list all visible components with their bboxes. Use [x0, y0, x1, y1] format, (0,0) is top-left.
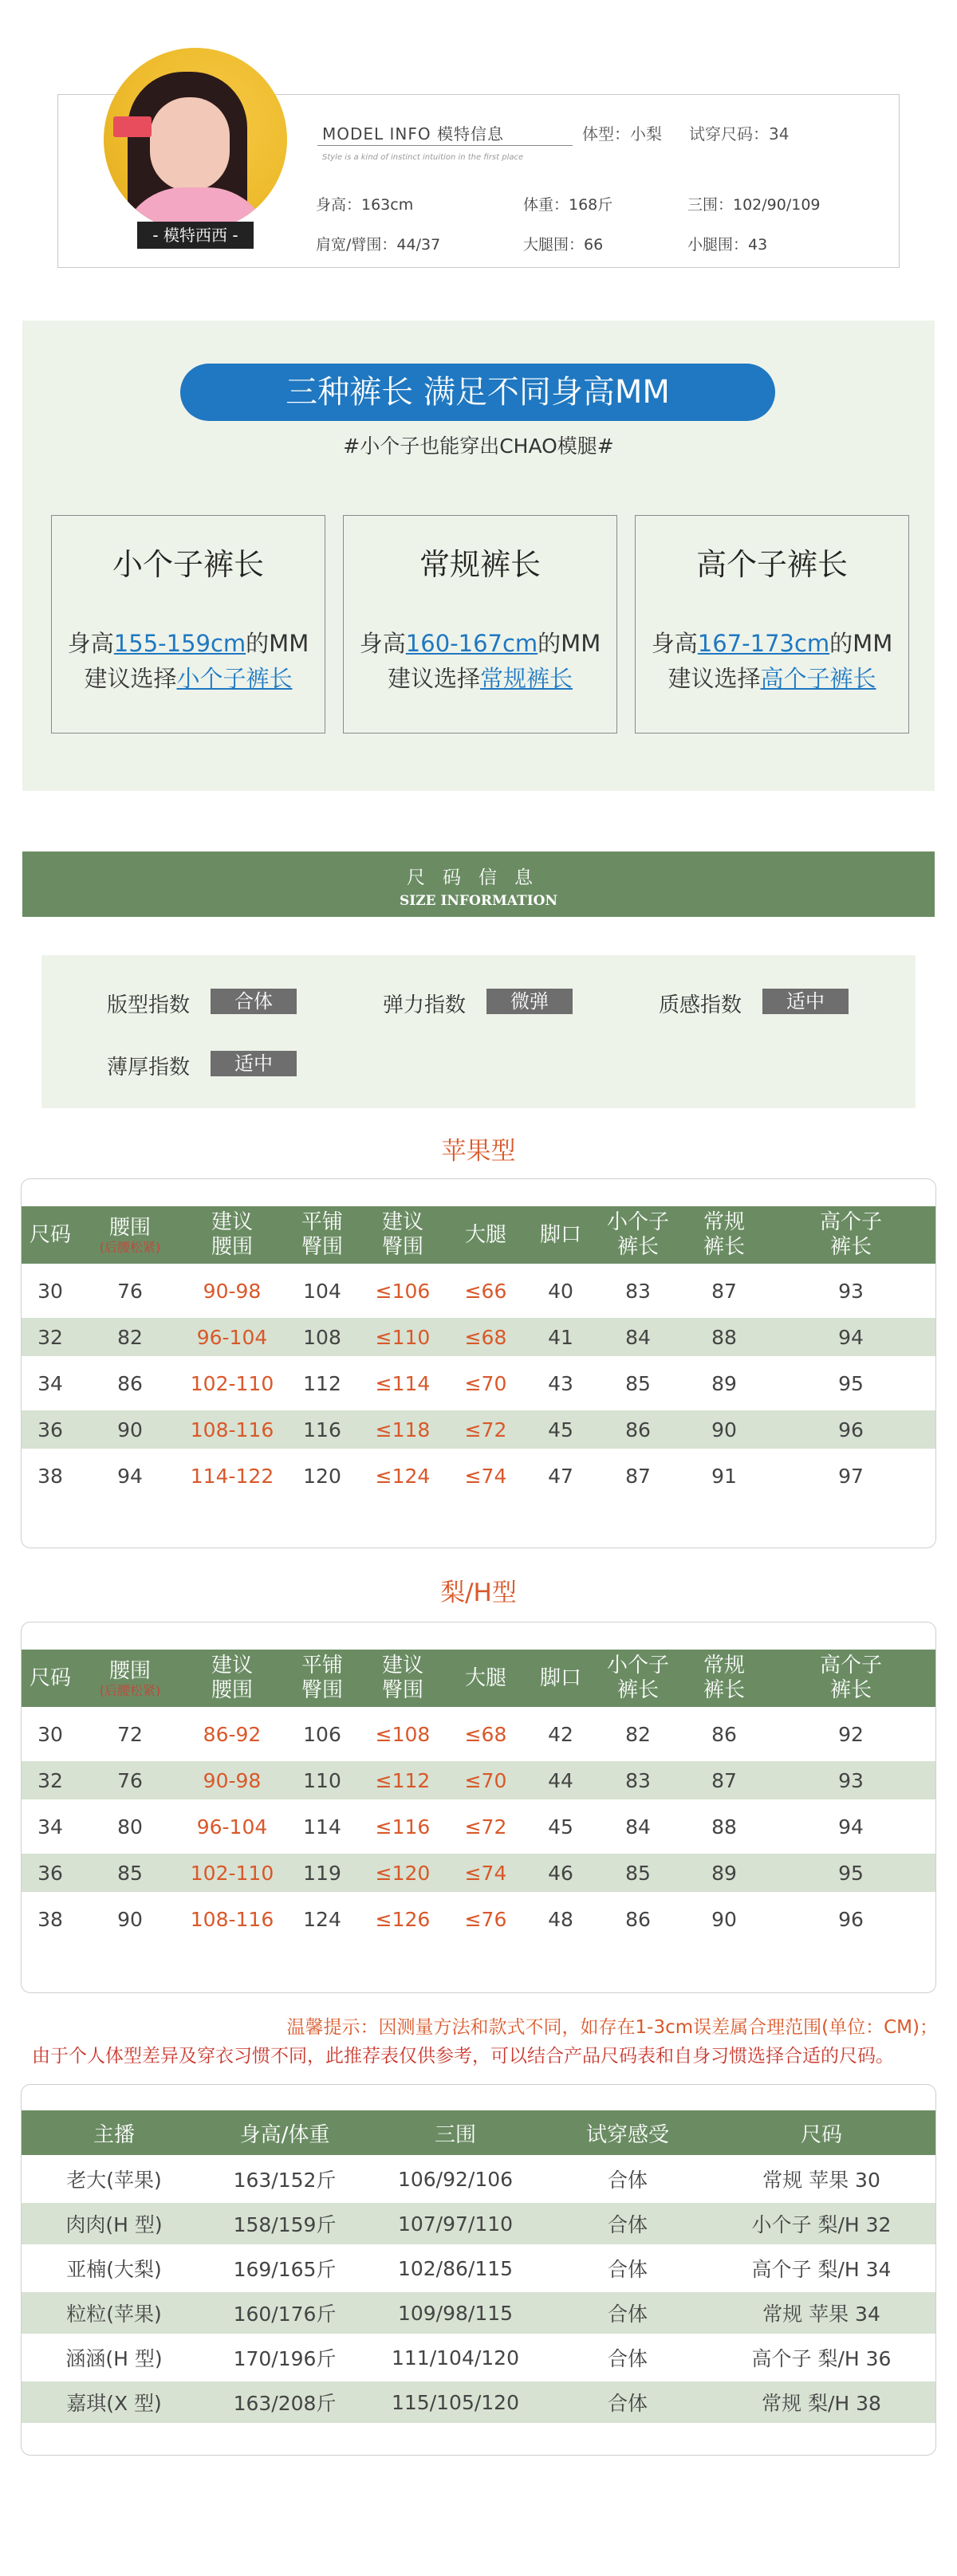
length-headline: 三种裤长 满足不同身高MM [180, 364, 775, 421]
table-cell: 158/159斤 [207, 2203, 363, 2244]
table-cell: 合体 [607, 2347, 648, 2370]
table-row [22, 2381, 935, 2423]
height-range: 167-173cm [697, 630, 830, 657]
col-tall-length: 高个子 裤长 [766, 1206, 935, 1264]
table-cell: 108 [283, 1318, 361, 1356]
table-cell: 常规 苹果 34 [707, 2292, 935, 2334]
recommendation-disclaimer: 由于个人体型差异及穿衣习惯不同，此推荐表仅供参考，可以结合产品尺码表和自身习惯选择合适的尺码。 [32, 2046, 894, 2067]
table-cell: 30 [37, 1279, 63, 1303]
length-box-petite: 小个子裤长 身高155-159cm的MM 建议选择小个子裤长 [51, 515, 325, 733]
table-cell: 106/92/106 [397, 2167, 514, 2191]
table-row [22, 2334, 935, 2381]
table-cell: 96-104 [181, 1318, 283, 1356]
table-cell: 亚楠(大梨) [66, 2258, 162, 2281]
col-thigh: 大腿 [444, 1650, 527, 1707]
table-cell: 87 [711, 1279, 737, 1303]
table-cell: 89 [682, 1854, 766, 1892]
table-cell: ≤124 [375, 1464, 431, 1488]
fabric-index-panel [41, 955, 916, 1108]
table-cell: 96 [838, 1907, 864, 1931]
table-row [22, 1799, 935, 1854]
model-info-title: MODEL INFO 模特信息 [322, 124, 504, 144]
table-cell: 90-98 [181, 1761, 283, 1799]
col-petite-length: 小个子 裤长 [594, 1650, 682, 1707]
length-box-regular: 常规裤长 身高160-167cm的MM 建议选择常规裤长 [343, 515, 617, 733]
table-header-row [22, 2110, 935, 2155]
table-cell: 高个子 梨/H 34 [751, 2258, 892, 2281]
table-cell: ≤68 [444, 1318, 527, 1356]
table-cell: 32 [22, 1761, 79, 1799]
table-cell: 45 [527, 1410, 594, 1449]
fit-index-label: 版型指数 [107, 993, 191, 1017]
table-cell: 合体 [607, 2169, 648, 2192]
table-cell: ≤76 [464, 1907, 507, 1931]
tryon-table [22, 2110, 935, 2423]
table-row [22, 2203, 935, 2244]
table-cell: 83 [625, 1279, 651, 1303]
model-thigh: 大腿围：66 [523, 236, 604, 254]
size-info-banner [22, 851, 935, 917]
model-info-divider [317, 145, 573, 146]
col-tall-length: 高个子 裤长 [766, 1650, 935, 1707]
table-cell: 40 [548, 1279, 573, 1303]
table-cell: ≤118 [361, 1410, 444, 1449]
table-cell: 94 [766, 1318, 935, 1356]
table-cell: 94 [838, 1815, 864, 1839]
model-name-tag: - 模特西西 - [137, 222, 254, 249]
table-cell: 104 [303, 1279, 341, 1303]
texture-index-label: 质感指数 [659, 993, 742, 1017]
table-cell: 34 [37, 1371, 63, 1395]
length-box-title: 小个子裤长 [112, 547, 264, 582]
col-waist: 腰围 (后腰松紧) [79, 1206, 181, 1264]
table-cell: 合体 [548, 2381, 707, 2423]
table-cell: 90-98 [203, 1279, 262, 1303]
table-row [22, 1892, 935, 1946]
table-cell: 合体 [607, 2258, 648, 2281]
table-cell: 90 [117, 1907, 143, 1931]
apple-size-table [21, 1178, 936, 1548]
col-suggested-waist: 建议 腰围 [181, 1206, 283, 1264]
col-flat-hip: 平铺 臀围 [283, 1206, 361, 1264]
suggested-length-link[interactable]: 小个子裤长 [176, 665, 293, 692]
col-measurements: 三围 [363, 2110, 548, 2155]
length-box-title: 高个子裤长 [695, 547, 848, 582]
col-regular-length: 常规 裤长 [682, 1206, 766, 1264]
table-cell: 41 [527, 1318, 594, 1356]
height-range: 155-159cm [113, 630, 246, 657]
fit-index-badge: 合体 [211, 989, 297, 1014]
model-calf: 小腿围：43 [687, 236, 768, 254]
length-box-title: 常规裤长 [419, 547, 541, 582]
table-cell: 36 [22, 1410, 79, 1449]
table-cell: 163/152斤 [233, 2169, 337, 2192]
table-row [22, 1854, 935, 1892]
table-cell: 116 [283, 1410, 361, 1449]
col-anchor: 主播 [22, 2110, 207, 2155]
table-cell: ≤108 [375, 1722, 431, 1746]
avatar-face [150, 97, 230, 191]
model-trial-size: 试穿尺码：34 [689, 124, 790, 144]
table-cell: 38 [37, 1464, 63, 1488]
model-avatar [104, 48, 287, 231]
table-cell: 85 [625, 1371, 651, 1395]
table-cell: 32 [22, 1318, 79, 1356]
thickness-index-label: 薄厚指数 [107, 1056, 191, 1080]
table-cell: 111/104/120 [392, 2346, 519, 2370]
table-cell: ≤68 [464, 1722, 507, 1746]
table-cell: 119 [283, 1854, 361, 1892]
table-cell: 48 [548, 1907, 573, 1931]
table-cell: 72 [117, 1722, 143, 1746]
table-cell: 106 [303, 1722, 341, 1746]
table-cell: 45 [548, 1815, 573, 1839]
size-table [22, 1650, 935, 1946]
table-cell: 36 [22, 1854, 79, 1892]
table-cell: ≤72 [444, 1410, 527, 1449]
table-row [22, 1707, 935, 1761]
table-row [22, 1318, 935, 1356]
table-cell: 86 [625, 1907, 651, 1931]
table-cell: 92 [838, 1722, 864, 1746]
table-cell: 老大(苹果) [66, 2169, 162, 2192]
table-row [22, 1761, 935, 1799]
table-cell: 84 [625, 1815, 651, 1839]
col-petite-length: 小个子 裤长 [594, 1206, 682, 1264]
stretch-index-label: 弹力指数 [383, 993, 467, 1017]
table-row [22, 1264, 935, 1318]
table-cell: 76 [117, 1279, 143, 1303]
table-cell: ≤74 [444, 1854, 527, 1892]
col-suggested-hip: 建议 臀围 [361, 1650, 444, 1707]
table-cell: 46 [527, 1854, 594, 1892]
table-row [22, 1410, 935, 1449]
table-cell: 102-110 [181, 1854, 283, 1892]
table-cell: 76 [79, 1761, 181, 1799]
model-info-tagline: Style is a kind of instinct intuition in the first place [322, 153, 524, 162]
table-cell: 90 [682, 1410, 766, 1449]
table-cell: 124 [303, 1907, 341, 1931]
col-hem: 脚口 [527, 1206, 594, 1264]
size-table [22, 1206, 935, 1503]
col-height-weight: 身高/体重 [207, 2110, 363, 2155]
table-cell: 嘉琪(X 型) [22, 2381, 207, 2423]
table-cell: 95 [838, 1371, 864, 1395]
table-cell: 102-110 [190, 1371, 274, 1395]
table-cell: ≤114 [375, 1371, 431, 1395]
col-suggested-hip: 建议 臀围 [361, 1206, 444, 1264]
avatar-sign [113, 116, 152, 137]
table-cell: 常规 苹果 30 [762, 2169, 880, 2192]
table-cell: 小个子 梨/H 32 [707, 2203, 935, 2244]
table-cell: 170/196斤 [233, 2347, 337, 2370]
table-cell: 160/176斤 [207, 2292, 363, 2334]
table-cell: 88 [682, 1318, 766, 1356]
table-header-row [22, 1650, 935, 1707]
table-cell: 163/208斤 [207, 2381, 363, 2423]
col-suggested-waist: 建议 腰围 [181, 1650, 283, 1707]
model-body-type: 体型：小梨 [582, 124, 662, 144]
measurement-tip: 温馨提示：因测量方法和款式不同，如存在1-3cm误差属合理范围(单位：CM)； [286, 2017, 938, 2038]
model-weight: 体重：168斤 [523, 196, 613, 214]
col-waist-note: (后腰松紧) [99, 1682, 161, 1698]
col-size: 尺码 [22, 1206, 79, 1264]
table-cell: 87 [682, 1761, 766, 1799]
table-cell: ≤120 [361, 1854, 444, 1892]
table-cell: ≤70 [464, 1371, 507, 1395]
table-cell: 97 [838, 1464, 864, 1488]
table-cell: 42 [548, 1722, 573, 1746]
size-info-subtitle: SIZE INFORMATION [399, 893, 558, 909]
anchor-tryon-table [21, 2084, 936, 2456]
pear-table-title: 梨/H型 [440, 1579, 517, 1607]
texture-index-badge: 适中 [762, 989, 849, 1014]
table-cell: 34 [37, 1815, 63, 1839]
table-cell: ≤66 [464, 1279, 507, 1303]
table-cell: 88 [711, 1815, 737, 1839]
table-cell: 107/97/110 [363, 2203, 548, 2244]
model-measurements: 三围：102/90/109 [687, 196, 821, 214]
suggested-length-link[interactable]: 常规裤长 [480, 665, 573, 692]
table-cell: 169/165斤 [233, 2258, 337, 2281]
table-cell: 96 [766, 1410, 935, 1449]
table-cell: ≤72 [464, 1815, 507, 1839]
table-cell: 90 [79, 1410, 181, 1449]
table-cell: ≤106 [375, 1279, 431, 1303]
table-cell: 86 [594, 1410, 682, 1449]
table-cell: 38 [37, 1907, 63, 1931]
table-cell: 粒粒(苹果) [22, 2292, 207, 2334]
table-cell: ≤110 [361, 1318, 444, 1356]
table-cell: 常规 梨/H 38 [707, 2381, 935, 2423]
suggested-length-link[interactable]: 高个子裤长 [760, 665, 876, 692]
table-cell: 82 [79, 1318, 181, 1356]
pear-size-table [21, 1622, 936, 1993]
table-cell: 93 [838, 1279, 864, 1303]
size-info-title: 尺码信息 [407, 867, 550, 888]
table-row [22, 1356, 935, 1410]
table-cell: ≤112 [361, 1761, 444, 1799]
table-cell: 合体 [548, 2203, 707, 2244]
table-cell: 96-104 [196, 1815, 268, 1839]
table-cell: 86-92 [203, 1722, 262, 1746]
table-cell: 91 [711, 1464, 737, 1488]
table-cell: 94 [117, 1464, 143, 1488]
table-cell: 85 [79, 1854, 181, 1892]
col-waist-note: (后腰松紧) [99, 1239, 161, 1255]
table-cell: 高个子 梨/H 36 [751, 2347, 892, 2370]
model-shoulder-arm: 肩宽/臂围：44/37 [316, 236, 441, 254]
table-cell: 合体 [548, 2292, 707, 2334]
stretch-index-badge: 微弹 [486, 989, 573, 1014]
table-cell: 30 [37, 1722, 63, 1746]
table-cell: 102/86/115 [397, 2256, 514, 2280]
table-cell: 120 [303, 1464, 341, 1488]
table-cell: 108-116 [181, 1410, 283, 1449]
col-regular-length: 常规 裤长 [682, 1650, 766, 1707]
table-row [22, 2244, 935, 2292]
col-thigh: 大腿 [444, 1206, 527, 1264]
table-cell: 114-122 [190, 1464, 274, 1488]
height-range: 160-167cm [405, 630, 538, 657]
table-cell: 肉肉(H 型) [22, 2203, 207, 2244]
length-box-tall: 高个子裤长 身高167-173cm的MM 建议选择高个子裤长 [635, 515, 909, 733]
col-flat-hip: 平铺 臀围 [283, 1650, 361, 1707]
table-cell: 82 [625, 1722, 651, 1746]
apple-table-title: 苹果型 [441, 1137, 516, 1166]
table-row [22, 2155, 935, 2203]
table-cell: 90 [711, 1907, 737, 1931]
table-cell: 95 [766, 1854, 935, 1892]
col-size: 尺码 [22, 1650, 79, 1707]
table-cell: 86 [117, 1371, 143, 1395]
table-cell: 115/105/120 [363, 2381, 548, 2423]
table-cell: 47 [548, 1464, 573, 1488]
col-size: 尺码 [707, 2110, 935, 2155]
table-cell: ≤70 [444, 1761, 527, 1799]
table-cell: 114 [303, 1815, 341, 1839]
table-cell: 87 [625, 1464, 651, 1488]
table-header-row [22, 1206, 935, 1264]
col-waist: 腰围 (后腰松紧) [79, 1650, 181, 1707]
col-fit-feeling: 试穿感受 [548, 2110, 707, 2155]
model-height: 身高：163cm [316, 196, 414, 214]
table-cell: 110 [283, 1761, 361, 1799]
table-cell: ≤74 [464, 1464, 507, 1488]
table-cell: 涵涵(H 型) [65, 2347, 163, 2370]
table-row [22, 1449, 935, 1503]
table-cell: ≤116 [375, 1815, 431, 1839]
table-cell: 86 [711, 1722, 737, 1746]
table-cell: 85 [594, 1854, 682, 1892]
length-hashtag: #小个子也能穿出CHAO模腿# [343, 435, 614, 458]
col-hem: 脚口 [527, 1650, 594, 1707]
table-cell: 89 [711, 1371, 737, 1395]
thickness-index-badge: 适中 [211, 1051, 297, 1076]
table-cell: ≤126 [375, 1907, 431, 1931]
table-row [22, 2292, 935, 2334]
table-cell: 44 [527, 1761, 594, 1799]
table-cell: 80 [117, 1815, 143, 1839]
table-cell: 43 [548, 1371, 573, 1395]
table-cell: 108-116 [190, 1907, 274, 1931]
table-cell: 112 [303, 1371, 341, 1395]
table-cell: 109/98/115 [363, 2292, 548, 2334]
table-cell: 83 [594, 1761, 682, 1799]
table-cell: 84 [594, 1318, 682, 1356]
table-cell: 93 [766, 1761, 935, 1799]
